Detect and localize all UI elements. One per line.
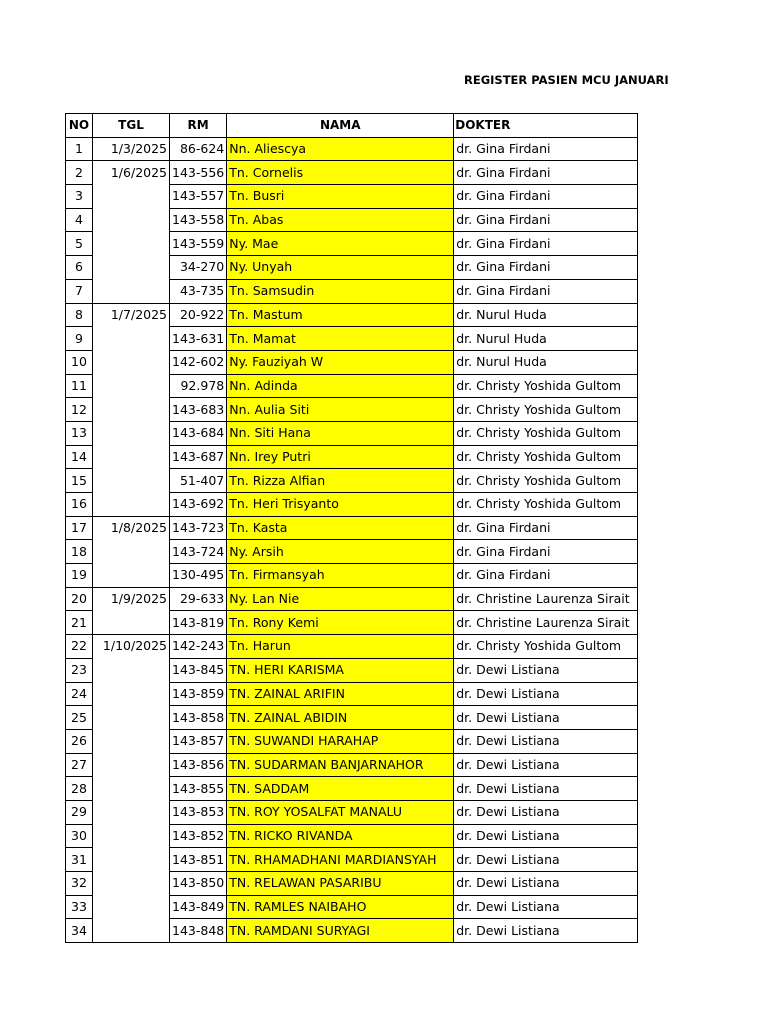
cell-dokter[interactable]: dr. Nurul Huda [454,350,638,374]
cell-rm[interactable]: 143-723 [170,516,227,540]
cell-nama[interactable]: TN. RELAWAN PASARIBU [227,872,454,896]
cell-nama[interactable]: Tn. Heri Trisyanto [227,493,454,517]
table-row [66,256,638,280]
cell-rm[interactable]: 143-684 [170,421,227,445]
cell-no[interactable]: 30 [66,824,93,848]
cell-dokter[interactable]: dr. Gina Firdani [454,232,638,256]
table-row [66,895,638,919]
cell-no[interactable]: 28 [66,777,93,801]
cell-dokter[interactable]: dr. Dewi Listiana [454,753,638,777]
cell-nama[interactable]: Tn. Mastum [227,303,454,327]
cell-nama[interactable]: TN. SUDARMAN BANJARNAHOR [227,753,454,777]
register-table [65,113,638,943]
cell-nama[interactable]: Tn. Harun [227,635,454,659]
cell-dokter[interactable]: dr. Nurul Huda [454,303,638,327]
table-row [66,303,638,327]
table-row [66,469,638,493]
cell-rm[interactable]: 143-692 [170,493,227,517]
cell-rm[interactable]: 143-857 [170,729,227,753]
cell-tgl[interactable] [93,374,170,398]
cell-tgl[interactable] [93,445,170,469]
cell-rm[interactable]: 143-687 [170,445,227,469]
cell-no[interactable]: 2 [66,161,93,185]
cell-dokter[interactable]: dr. Dewi Listiana [454,848,638,872]
cell-nama[interactable]: TN. ZAINAL ARIFIN [227,682,454,706]
table-row [66,824,638,848]
cell-dokter[interactable]: dr. Gina Firdani [454,564,638,588]
cell-nama[interactable]: TN. SADDAM [227,777,454,801]
cell-rm[interactable]: 142-602 [170,350,227,374]
cell-no[interactable]: 7 [66,279,93,303]
cell-tgl[interactable] [93,208,170,232]
table-row [66,706,638,730]
table-row [66,374,638,398]
table-row [66,232,638,256]
cell-rm[interactable]: 92.978 [170,374,227,398]
cell-rm[interactable]: 29-633 [170,587,227,611]
cell-rm[interactable]: 143-850 [170,872,227,896]
table-row [66,611,638,635]
table-row [66,635,638,659]
cell-rm[interactable]: 143-859 [170,682,227,706]
cell-tgl[interactable] [93,800,170,824]
cell-nama[interactable]: Nn. Irey Putri [227,445,454,469]
cell-rm[interactable]: 143-845 [170,658,227,682]
cell-no[interactable]: 16 [66,493,93,517]
cell-rm[interactable]: 143-849 [170,895,227,919]
cell-rm[interactable]: 143-683 [170,398,227,422]
cell-no[interactable]: 22 [66,635,93,659]
cell-nama[interactable]: Nn. Siti Hana [227,421,454,445]
cell-tgl[interactable] [93,540,170,564]
cell-rm[interactable]: 143-819 [170,611,227,635]
cell-rm[interactable]: 143-858 [170,706,227,730]
cell-no[interactable]: 23 [66,658,93,682]
cell-no[interactable]: 20 [66,587,93,611]
cell-tgl[interactable] [93,256,170,280]
cell-tgl[interactable] [93,682,170,706]
cell-nama[interactable]: Tn. Rizza Alfian [227,469,454,493]
cell-nama[interactable]: TN. SUWANDI HARAHAP [227,729,454,753]
table-row [66,279,638,303]
table-row [66,753,638,777]
cell-dokter[interactable]: dr. Christy Yoshida Gultom [454,445,638,469]
cell-dokter[interactable]: dr. Dewi Listiana [454,777,638,801]
cell-tgl[interactable] [93,232,170,256]
cell-nama[interactable]: Nn. Aliescya [227,137,454,161]
cell-rm[interactable]: 143-856 [170,753,227,777]
cell-rm[interactable]: 34-270 [170,256,227,280]
table-row [66,137,638,161]
table-row [66,729,638,753]
cell-nama[interactable]: Ny. Fauziyah W [227,350,454,374]
cell-tgl[interactable] [93,350,170,374]
cell-dokter[interactable]: dr. Christy Yoshida Gultom [454,469,638,493]
table-row [66,161,638,185]
cell-rm[interactable]: 20-922 [170,303,227,327]
cell-rm[interactable]: 86-624 [170,137,227,161]
cell-dokter[interactable]: dr. Christy Yoshida Gultom [454,398,638,422]
cell-rm[interactable]: 130-495 [170,564,227,588]
cell-rm[interactable]: 143-852 [170,824,227,848]
cell-rm[interactable]: 143-557 [170,185,227,209]
cell-dokter[interactable]: dr. Christy Yoshida Gultom [454,421,638,445]
cell-no[interactable]: 31 [66,848,93,872]
cell-no[interactable]: 29 [66,800,93,824]
cell-dokter[interactable]: dr. Dewi Listiana [454,872,638,896]
header-no[interactable]: NO [66,114,93,138]
cell-rm[interactable]: 143-848 [170,919,227,943]
cell-dokter[interactable]: dr. Gina Firdani [454,279,638,303]
cell-tgl[interactable] [93,327,170,351]
cell-no[interactable]: 5 [66,232,93,256]
cell-nama[interactable]: Tn. Firmansyah [227,564,454,588]
cell-tgl[interactable] [93,421,170,445]
cell-nama[interactable]: TN. RAMDANI SURYAGI [227,919,454,943]
cell-no[interactable]: 6 [66,256,93,280]
cell-dokter[interactable]: dr. Dewi Listiana [454,824,638,848]
cell-nama[interactable]: TN. RHAMADHANI MARDIANSYAH [227,848,454,872]
cell-tgl[interactable] [93,279,170,303]
header-tgl[interactable]: TGL [93,114,170,138]
cell-dokter[interactable]: dr. Gina Firdani [454,208,638,232]
table-row [66,777,638,801]
cell-dokter[interactable]: dr. Christy Yoshida Gultom [454,374,638,398]
cell-dokter[interactable]: dr. Dewi Listiana [454,729,638,753]
cell-no[interactable]: 14 [66,445,93,469]
cell-no[interactable]: 33 [66,895,93,919]
cell-dokter[interactable]: dr. Gina Firdani [454,137,638,161]
cell-no[interactable]: 25 [66,706,93,730]
cell-nama[interactable]: TN. HERI KARISMA [227,658,454,682]
cell-no[interactable]: 17 [66,516,93,540]
cell-dokter[interactable]: dr. Gina Firdani [454,161,638,185]
cell-rm[interactable]: 43-735 [170,279,227,303]
cell-no[interactable]: 13 [66,421,93,445]
cell-nama[interactable]: Ny. Arsih [227,540,454,564]
cell-nama[interactable]: Ny. Mae [227,232,454,256]
cell-nama[interactable]: Tn. Busri [227,185,454,209]
table-row [66,493,638,517]
cell-dokter[interactable]: dr. Dewi Listiana [454,706,638,730]
cell-tgl[interactable] [93,919,170,943]
cell-tgl[interactable] [93,564,170,588]
cell-no[interactable]: 18 [66,540,93,564]
header-dokter[interactable]: DOKTER [454,114,638,138]
table-row [66,564,638,588]
cell-no[interactable]: 15 [66,469,93,493]
cell-no[interactable]: 26 [66,729,93,753]
cell-no[interactable]: 21 [66,611,93,635]
cell-nama[interactable]: Tn. Abas [227,208,454,232]
cell-no[interactable]: 11 [66,374,93,398]
table-row [66,682,638,706]
cell-tgl[interactable] [93,706,170,730]
cell-no[interactable]: 34 [66,919,93,943]
cell-no[interactable]: 8 [66,303,93,327]
table-row [66,919,638,943]
cell-tgl[interactable] [93,824,170,848]
cell-tgl[interactable]: 1/8/2025 [93,516,170,540]
cell-tgl[interactable]: 1/7/2025 [93,303,170,327]
cell-rm[interactable]: 143-853 [170,800,227,824]
cell-dokter[interactable]: dr. Dewi Listiana [454,658,638,682]
cell-rm[interactable]: 143-631 [170,327,227,351]
table-row [66,185,638,209]
cell-tgl[interactable] [93,469,170,493]
cell-tgl[interactable] [93,398,170,422]
header-nama[interactable]: NAMA [227,114,454,138]
cell-tgl[interactable] [93,493,170,517]
cell-tgl[interactable] [93,753,170,777]
header-row [66,114,638,138]
cell-nama[interactable]: Ny. Unyah [227,256,454,280]
cell-no[interactable]: 19 [66,564,93,588]
table-row [66,516,638,540]
table-row [66,350,638,374]
cell-nama[interactable]: TN. RICKO RIVANDA [227,824,454,848]
table-row [66,327,638,351]
cell-tgl[interactable] [93,895,170,919]
cell-rm[interactable]: 143-556 [170,161,227,185]
cell-dokter[interactable]: dr. Christy Yoshida Gultom [454,635,638,659]
cell-nama[interactable]: Tn. Rony Kemi [227,611,454,635]
cell-rm[interactable]: 143-724 [170,540,227,564]
cell-tgl[interactable]: 1/9/2025 [93,587,170,611]
cell-rm[interactable]: 143-558 [170,208,227,232]
cell-dokter[interactable]: dr. Christine Laurenza Sirait [454,587,638,611]
cell-dokter[interactable]: dr. Dewi Listiana [454,919,638,943]
cell-rm[interactable]: 51-407 [170,469,227,493]
table-row [66,398,638,422]
table-row [66,540,638,564]
cell-nama[interactable]: TN. ROY YOSALFAT MANALU [227,800,454,824]
table-row [66,848,638,872]
cell-nama[interactable]: TN. RAMLES NAIBAHO [227,895,454,919]
table-row [66,800,638,824]
cell-tgl[interactable] [93,872,170,896]
cell-tgl[interactable] [93,658,170,682]
cell-no[interactable]: 1 [66,137,93,161]
cell-dokter[interactable]: dr. Dewi Listiana [454,895,638,919]
table-row [66,421,638,445]
table-row [66,445,638,469]
cell-rm[interactable]: 143-855 [170,777,227,801]
table-row [66,658,638,682]
cell-dokter[interactable]: dr. Dewi Listiana [454,800,638,824]
cell-dokter[interactable]: dr. Gina Firdani [454,256,638,280]
cell-dokter[interactable]: dr. Gina Firdani [454,516,638,540]
cell-dokter[interactable]: dr. Dewi Listiana [454,682,638,706]
table-row [66,587,638,611]
cell-tgl[interactable] [93,185,170,209]
cell-tgl[interactable] [93,777,170,801]
cell-no[interactable]: 4 [66,208,93,232]
cell-dokter[interactable]: dr. Christine Laurenza Sirait [454,611,638,635]
cell-no[interactable]: 27 [66,753,93,777]
cell-nama[interactable]: Tn. Cornelis [227,161,454,185]
cell-no[interactable]: 24 [66,682,93,706]
cell-nama[interactable]: Tn. Samsudin [227,279,454,303]
cell-no[interactable]: 10 [66,350,93,374]
cell-tgl[interactable] [93,848,170,872]
cell-no[interactable]: 9 [66,327,93,351]
cell-no[interactable]: 32 [66,872,93,896]
table-row [66,872,638,896]
cell-nama[interactable]: Ny. Lan Nie [227,587,454,611]
cell-nama[interactable]: Tn. Kasta [227,516,454,540]
cell-tgl[interactable]: 1/3/2025 [93,137,170,161]
cell-nama[interactable]: TN. ZAINAL ABIDIN [227,706,454,730]
table-row [66,208,638,232]
cell-nama[interactable]: Nn. Aulia Siti [227,398,454,422]
cell-rm[interactable]: 143-851 [170,848,227,872]
cell-no[interactable]: 3 [66,185,93,209]
cell-tgl[interactable]: 1/10/2025 [93,635,170,659]
cell-nama[interactable]: Nn. Adinda [227,374,454,398]
cell-dokter[interactable]: dr. Gina Firdani [454,185,638,209]
cell-dokter[interactable]: dr. Nurul Huda [454,327,638,351]
cell-nama[interactable]: Tn. Mamat [227,327,454,351]
cell-dokter[interactable]: dr. Christy Yoshida Gultom [454,493,638,517]
cell-dokter[interactable]: dr. Gina Firdani [454,540,638,564]
cell-rm[interactable]: 143-559 [170,232,227,256]
cell-tgl[interactable] [93,729,170,753]
header-rm[interactable]: RM [170,114,227,138]
cell-tgl[interactable] [93,611,170,635]
cell-tgl[interactable]: 1/6/2025 [93,161,170,185]
cell-rm[interactable]: 142-243 [170,635,227,659]
register-title: REGISTER PASIEN MCU JANUARI [464,73,669,87]
cell-no[interactable]: 12 [66,398,93,422]
